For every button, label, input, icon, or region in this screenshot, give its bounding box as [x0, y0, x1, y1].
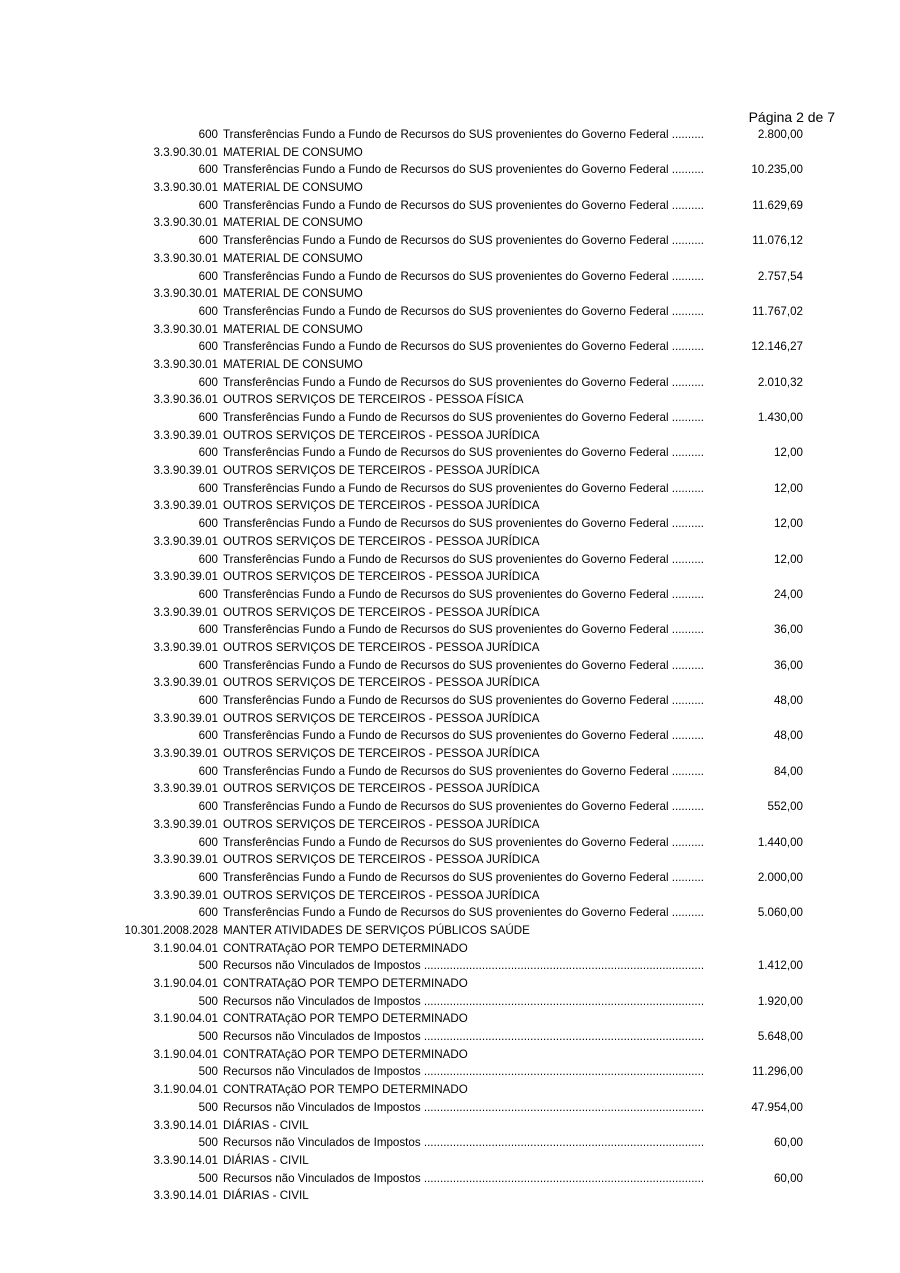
source-description: Transferências Fundo a Fundo de Recursos do SUS provenientes do Governo Federal ..... — [223, 727, 705, 745]
element-code: 3.3.90.30.01 — [153, 322, 218, 336]
amount: 24,00 — [773, 587, 803, 601]
element-row — [0, 1010, 900, 1028]
element-row — [0, 285, 900, 303]
source-row — [0, 409, 900, 427]
source-row — [0, 657, 900, 675]
source-code: 600 — [198, 729, 218, 743]
element-description: MATERIAL DE CONSUMO — [223, 357, 363, 371]
element-description: MATERIAL DE CONSUMO — [223, 216, 363, 230]
amount: 10.235,00 — [751, 163, 803, 177]
source-row — [0, 1099, 900, 1117]
element-description: OUTROS SERVIÇOS DE TERCEIROS - PESSOA JURÍDICA — [223, 747, 540, 761]
source-row — [0, 692, 900, 710]
source-row — [0, 763, 900, 781]
source-row — [0, 957, 900, 975]
element-description: OUTROS SERVIÇOS DE TERCEIROS - PESSOA JURÍDICA — [223, 782, 540, 796]
source-code: 600 — [198, 163, 218, 177]
element-description: MATERIAL DE CONSUMO — [223, 181, 363, 195]
source-row — [0, 834, 900, 852]
source-row — [0, 161, 900, 179]
amount: 84,00 — [773, 764, 803, 778]
amount: 2.000,00 — [757, 870, 803, 884]
amount: 2.010,32 — [757, 375, 803, 389]
source-description: Transferências Fundo a Fundo de Recursos do SUS provenientes do Governo Federal ..... — [223, 515, 705, 533]
source-code: 600 — [198, 870, 218, 884]
page-number: Página 2 de 7 — [748, 109, 835, 125]
source-code: 600 — [198, 128, 218, 141]
source-code: 500 — [198, 994, 218, 1008]
source-description: Recursos não Vinculados de Impostos ..... — [223, 1099, 705, 1117]
element-row — [0, 639, 900, 657]
source-code: 500 — [198, 959, 218, 973]
source-row — [0, 197, 900, 215]
source-code: 600 — [198, 304, 218, 318]
source-description: Recursos não Vinculados de Impostos ..... — [223, 1170, 705, 1188]
source-row — [0, 1170, 900, 1188]
element-row — [0, 497, 900, 515]
source-description: Transferências Fundo a Fundo de Recursos do SUS provenientes do Governo Federal ..... — [223, 869, 705, 887]
element-code: 3.3.90.39.01 — [153, 428, 218, 442]
source-row — [0, 374, 900, 392]
element-row — [0, 391, 900, 409]
amount: 60,00 — [773, 1171, 803, 1185]
amount: 5.648,00 — [757, 1030, 803, 1044]
source-description: Transferências Fundo a Fundo de Recursos do SUS provenientes do Governo Federal ..... — [223, 232, 705, 250]
element-code: 3.3.90.39.01 — [153, 711, 218, 725]
source-code: 600 — [198, 764, 218, 778]
element-code: 3.3.90.39.01 — [153, 747, 218, 761]
element-row — [0, 674, 900, 692]
source-description: Transferências Fundo a Fundo de Recursos do SUS provenientes do Governo Federal ..... — [223, 551, 705, 569]
source-row — [0, 904, 900, 922]
element-code: 3.3.90.30.01 — [153, 216, 218, 230]
source-code: 600 — [198, 517, 218, 531]
element-code: 3.3.90.39.01 — [153, 782, 218, 796]
element-code: 3.3.90.30.01 — [153, 181, 218, 195]
element-row — [0, 250, 900, 268]
source-code: 600 — [198, 481, 218, 495]
element-description: OUTROS SERVIÇOS DE TERCEIROS - PESSOA JURÍDICA — [223, 428, 540, 442]
element-description: CONTRATAçãO POR TEMPO DETERMINADO — [223, 1083, 468, 1097]
element-description: CONTRATAçãO POR TEMPO DETERMINADO — [223, 1012, 468, 1026]
element-code: 3.3.90.30.01 — [153, 251, 218, 265]
amount: 1.430,00 — [757, 411, 803, 424]
element-description: OUTROS SERVIÇOS DE TERCEIROS - PESSOA JURÍDICA — [223, 605, 540, 619]
element-row — [0, 1152, 900, 1170]
element-description: CONTRATAçãO POR TEMPO DETERMINADO — [223, 977, 468, 990]
source-description: Transferências Fundo a Fundo de Recursos do SUS provenientes do Governo Federal ..... — [223, 161, 705, 179]
source-description: Recursos não Vinculados de Impostos ..... — [223, 993, 705, 1011]
source-row — [0, 515, 900, 533]
source-row — [0, 444, 900, 462]
element-code: 3.1.90.04.01 — [153, 1083, 218, 1097]
element-code: 3.3.90.14.01 — [153, 1153, 218, 1167]
source-row — [0, 232, 900, 250]
source-description: Recursos não Vinculados de Impostos ..... — [223, 1028, 705, 1046]
element-code: 3.1.90.04.01 — [153, 941, 218, 955]
source-description: Transferências Fundo a Fundo de Recursos do SUS provenientes do Governo Federal ..... — [223, 197, 705, 215]
source-description: Transferências Fundo a Fundo de Recursos do SUS provenientes do Governo Federal ..... — [223, 338, 705, 356]
source-description: Transferências Fundo a Fundo de Recursos do SUS provenientes do Governo Federal ..... — [223, 126, 705, 144]
element-description: CONTRATAçãO POR TEMPO DETERMINADO — [223, 941, 468, 955]
source-code: 500 — [198, 1065, 218, 1079]
source-code: 600 — [198, 446, 218, 460]
source-description: Transferências Fundo a Fundo de Recursos do SUS provenientes do Governo Federal ..... — [223, 798, 705, 816]
element-row — [0, 1117, 900, 1135]
source-code: 600 — [198, 835, 218, 849]
element-description: OUTROS SERVIÇOS DE TERCEIROS - PESSOA JURÍDICA — [223, 817, 540, 831]
element-code: 3.3.90.39.01 — [153, 605, 218, 619]
amount: 48,00 — [773, 729, 803, 743]
element-code: 3.3.90.39.01 — [153, 534, 218, 548]
element-row — [0, 179, 900, 197]
element-code: 10.301.2008.2028 — [124, 923, 218, 937]
source-description: Transferências Fundo a Fundo de Recursos do SUS provenientes do Governo Federal ..... — [223, 444, 705, 462]
source-description: Transferências Fundo a Fundo de Recursos do SUS provenientes do Governo Federal ..... — [223, 268, 705, 286]
element-description: MATERIAL DE CONSUMO — [223, 145, 363, 159]
element-code: 3.3.90.36.01 — [153, 393, 218, 407]
source-description: Transferências Fundo a Fundo de Recursos do SUS provenientes do Governo Federal ..... — [223, 834, 705, 852]
amount: 1.412,00 — [757, 959, 803, 973]
amount: 12,00 — [773, 481, 803, 495]
element-description: OUTROS SERVIÇOS DE TERCEIROS - PESSOA JURÍDICA — [223, 853, 540, 867]
amount: 12,00 — [773, 552, 803, 566]
source-code: 500 — [198, 1100, 218, 1114]
amount: 48,00 — [773, 694, 803, 707]
source-row — [0, 869, 900, 887]
source-description: Transferências Fundo a Fundo de Recursos do SUS provenientes do Governo Federal ..... — [223, 409, 705, 427]
element-description: MATERIAL DE CONSUMO — [223, 322, 363, 336]
source-code: 600 — [198, 623, 218, 637]
source-description: Transferências Fundo a Fundo de Recursos do SUS provenientes do Governo Federal ..... — [223, 480, 705, 498]
element-code: 3.3.90.14.01 — [153, 1118, 218, 1132]
source-row — [0, 480, 900, 498]
source-description: Transferências Fundo a Fundo de Recursos do SUS provenientes do Governo Federal ..... — [223, 657, 705, 675]
element-row — [0, 940, 900, 958]
element-description: DIÁRIAS - CIVIL — [223, 1189, 309, 1203]
source-description: Recursos não Vinculados de Impostos ..... — [223, 1063, 705, 1081]
amount: 2.800,00 — [757, 128, 803, 141]
amount: 36,00 — [773, 623, 803, 637]
amount: 1.920,00 — [757, 994, 803, 1008]
source-code: 600 — [198, 198, 218, 212]
element-row — [0, 922, 900, 940]
element-row — [0, 321, 900, 339]
amount: 2.757,54 — [757, 269, 803, 283]
source-code: 600 — [198, 411, 218, 424]
amount: 1.440,00 — [757, 835, 803, 849]
element-description: DIÁRIAS - CIVIL — [223, 1153, 309, 1167]
element-code: 3.3.90.30.01 — [153, 287, 218, 301]
element-description: OUTROS SERVIÇOS DE TERCEIROS - PESSOA JURÍDICA — [223, 464, 540, 478]
element-code: 3.3.90.14.01 — [153, 1189, 218, 1203]
amount: 12,00 — [773, 517, 803, 531]
amount: 5.060,00 — [757, 906, 803, 920]
element-description: MATERIAL DE CONSUMO — [223, 287, 363, 301]
element-row — [0, 710, 900, 728]
element-code: 3.3.90.39.01 — [153, 570, 218, 584]
element-row — [0, 1187, 900, 1205]
source-description: Transferências Fundo a Fundo de Recursos do SUS provenientes do Governo Federal ..... — [223, 586, 705, 604]
source-row — [0, 586, 900, 604]
amount: 11.629,69 — [752, 198, 803, 212]
source-code: 500 — [198, 1171, 218, 1185]
element-row — [0, 462, 900, 480]
element-row — [0, 851, 900, 869]
element-row — [0, 745, 900, 763]
element-code: 3.3.90.39.01 — [153, 888, 218, 902]
amount: 47.954,00 — [751, 1100, 803, 1114]
amount: 12,00 — [773, 446, 803, 460]
element-row — [0, 604, 900, 622]
source-description: Recursos não Vinculados de Impostos ..... — [223, 957, 705, 975]
element-description: OUTROS SERVIÇOS DE TERCEIROS - PESSOA JURÍDICA — [223, 711, 540, 725]
source-row — [0, 126, 900, 144]
element-description: OUTROS SERVIÇOS DE TERCEIROS - PESSOA JURÍDICA — [223, 676, 540, 690]
element-code: 3.3.90.39.01 — [153, 640, 218, 654]
element-row — [0, 780, 900, 798]
element-description: CONTRATAçãO POR TEMPO DETERMINADO — [223, 1047, 468, 1061]
element-row — [0, 1046, 900, 1064]
element-row — [0, 568, 900, 586]
source-row — [0, 338, 900, 356]
source-row — [0, 798, 900, 816]
element-description: MATERIAL DE CONSUMO — [223, 251, 363, 265]
element-row — [0, 533, 900, 551]
element-code: 3.3.90.39.01 — [153, 817, 218, 831]
source-row — [0, 1063, 900, 1081]
source-description: Transferências Fundo a Fundo de Recursos do SUS provenientes do Governo Federal ..... — [223, 621, 705, 639]
source-code: 600 — [198, 587, 218, 601]
element-row — [0, 144, 900, 162]
amount: 11.296,00 — [752, 1065, 803, 1079]
element-row — [0, 1081, 900, 1099]
element-description: OUTROS SERVIÇOS DE TERCEIROS - PESSOA JURÍDICA — [223, 499, 540, 513]
source-code: 600 — [198, 234, 218, 248]
source-code: 600 — [198, 658, 218, 672]
source-row — [0, 1134, 900, 1152]
source-description: Transferências Fundo a Fundo de Recursos do SUS provenientes do Governo Federal ..... — [223, 763, 705, 781]
source-row — [0, 621, 900, 639]
source-row — [0, 727, 900, 745]
element-description: DIÁRIAS - CIVIL — [223, 1118, 309, 1132]
element-description: OUTROS SERVIÇOS DE TERCEIROS - PESSOA JURÍDICA — [223, 534, 540, 548]
source-code: 600 — [198, 269, 218, 283]
source-code: 600 — [198, 552, 218, 566]
expense-list — [0, 126, 900, 1205]
element-row — [0, 356, 900, 374]
source-code: 600 — [198, 340, 218, 354]
source-code: 500 — [198, 1136, 218, 1150]
amount: 552,00 — [767, 800, 803, 814]
source-description: Transferências Fundo a Fundo de Recursos do SUS provenientes do Governo Federal ..... — [223, 904, 705, 922]
element-code: 3.1.90.04.01 — [153, 977, 218, 990]
element-row — [0, 816, 900, 834]
element-row — [0, 427, 900, 445]
source-code: 600 — [198, 906, 218, 920]
source-code: 600 — [198, 694, 218, 707]
element-code: 3.1.90.04.01 — [153, 1047, 218, 1061]
element-description: OUTROS SERVIÇOS DE TERCEIROS - PESSOA JURÍDICA — [223, 640, 540, 654]
element-description: OUTROS SERVIÇOS DE TERCEIROS - PESSOA JURÍDICA — [223, 570, 540, 584]
element-code: 3.3.90.39.01 — [153, 676, 218, 690]
source-row — [0, 1028, 900, 1046]
element-code: 3.3.90.30.01 — [153, 145, 218, 159]
element-code: 3.1.90.04.01 — [153, 1012, 218, 1026]
source-description: Transferências Fundo a Fundo de Recursos do SUS provenientes do Governo Federal ..... — [223, 692, 705, 710]
amount: 11.076,12 — [752, 234, 803, 248]
source-row — [0, 268, 900, 286]
source-description: Transferências Fundo a Fundo de Recursos do SUS provenientes do Governo Federal ..... — [223, 303, 705, 321]
source-row — [0, 993, 900, 1011]
source-description: Recursos não Vinculados de Impostos ..... — [223, 1134, 705, 1152]
source-row — [0, 303, 900, 321]
element-row — [0, 214, 900, 232]
source-code: 600 — [198, 800, 218, 814]
amount: 12.146,27 — [751, 340, 803, 354]
amount: 60,00 — [773, 1136, 803, 1150]
element-row — [0, 887, 900, 905]
element-description: OUTROS SERVIÇOS DE TERCEIROS - PESSOA FÍSICA — [223, 393, 524, 407]
source-code: 600 — [198, 375, 218, 389]
amount: 11.767,02 — [752, 304, 803, 318]
element-code: 3.3.90.39.01 — [153, 499, 218, 513]
element-code: 3.3.90.39.01 — [153, 464, 218, 478]
source-description: Transferências Fundo a Fundo de Recursos do SUS provenientes do Governo Federal ..... — [223, 374, 705, 392]
element-code: 3.3.90.30.01 — [153, 357, 218, 371]
element-code: 3.3.90.39.01 — [153, 853, 218, 867]
amount: 36,00 — [773, 658, 803, 672]
element-row — [0, 975, 900, 993]
source-row — [0, 551, 900, 569]
element-description: MANTER ATIVIDADES DE SERVIÇOS PÚBLICOS SAÚDE — [223, 923, 530, 937]
source-code: 500 — [198, 1030, 218, 1044]
element-description: OUTROS SERVIÇOS DE TERCEIROS - PESSOA JURÍDICA — [223, 888, 540, 902]
